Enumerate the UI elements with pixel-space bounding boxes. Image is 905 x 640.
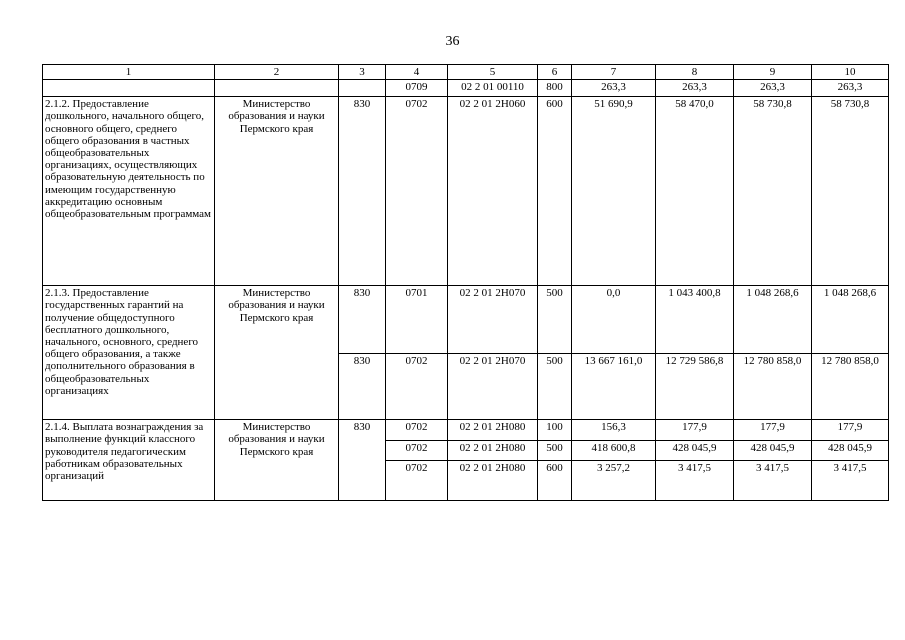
table-cell: 0702 [386, 97, 448, 286]
table-cell: 0702 [386, 354, 448, 420]
table-cell: 02 2 01 2Н080 [448, 461, 538, 501]
table-cell: 0702 [386, 420, 448, 441]
table-cell: 58 730,8 [812, 97, 889, 286]
table-cell: 156,3 [572, 420, 656, 441]
ministry-cell: Министерство образования и науки Пермского края [215, 286, 339, 420]
header-cell: 10 [812, 65, 889, 80]
header-cell: 2 [215, 65, 339, 80]
table-row [43, 97, 889, 286]
table-cell: 800 [538, 80, 572, 97]
table-cell: 02 2 01 2Н070 [448, 354, 538, 420]
table-cell: 3 257,2 [572, 461, 656, 501]
table-cell: 500 [538, 441, 572, 461]
table-cell: 100 [538, 420, 572, 441]
header-cell: 4 [386, 65, 448, 80]
table-cell: 02 2 01 2Н080 [448, 420, 538, 441]
table-cell: 12 780 858,0 [812, 354, 889, 420]
table-cell: 3 417,5 [812, 461, 889, 501]
table-cell [339, 80, 386, 97]
table-cell: 1 043 400,8 [656, 286, 734, 354]
item-description: 2.1.3. Предоставление государственных гарантий на получение общедоступного бесплатного дошкольного, начального, основного, среднего общего образования, а также дополнительного образования в общеобразовательных организациях [43, 286, 215, 420]
table-cell: 0702 [386, 441, 448, 461]
table-cell: 12 780 858,0 [734, 354, 812, 420]
table-cell: 428 045,9 [734, 441, 812, 461]
table-cell: 1 048 268,6 [812, 286, 889, 354]
ministry-cell: Министерство образования и науки Пермского края [215, 420, 339, 501]
table-cell: 58 730,8 [734, 97, 812, 286]
header-cell: 3 [339, 65, 386, 80]
table-cell: 500 [538, 354, 572, 420]
table-cell: 263,3 [734, 80, 812, 97]
table-cell: 0702 [386, 461, 448, 501]
header-cell: 8 [656, 65, 734, 80]
table-cell: 3 417,5 [656, 461, 734, 501]
header-cell: 7 [572, 65, 656, 80]
table-row [43, 420, 889, 441]
table-cell: 02 2 01 2Н080 [448, 441, 538, 461]
table-row [43, 80, 889, 97]
table-cell [43, 80, 215, 97]
table-cell: 263,3 [812, 80, 889, 97]
table-cell: 428 045,9 [656, 441, 734, 461]
table-cell: 02 2 01 2Н060 [448, 97, 538, 286]
table-cell: 428 045,9 [812, 441, 889, 461]
table-header-row [43, 65, 889, 80]
table-cell: 0,0 [572, 286, 656, 354]
header-cell: 6 [538, 65, 572, 80]
table-cell: 263,3 [656, 80, 734, 97]
ministry-cell: Министерство образования и науки Пермского края [215, 97, 339, 286]
page-number: 36 [445, 34, 460, 49]
table-cell: 418 600,8 [572, 441, 656, 461]
budget-table [42, 64, 889, 501]
table-cell: 830 [339, 420, 386, 501]
table-row [43, 286, 889, 354]
header-cell: 5 [448, 65, 538, 80]
table-cell: 02 2 01 2Н070 [448, 286, 538, 354]
table-cell: 58 470,0 [656, 97, 734, 286]
table-cell: 600 [538, 97, 572, 286]
table-cell: 0709 [386, 80, 448, 97]
table-cell: 1 048 268,6 [734, 286, 812, 354]
header-cell: 9 [734, 65, 812, 80]
table-cell: 12 729 586,8 [656, 354, 734, 420]
table-cell: 263,3 [572, 80, 656, 97]
table-cell: 830 [339, 354, 386, 420]
table-cell: 600 [538, 461, 572, 501]
table-cell: 830 [339, 286, 386, 354]
table-cell: 51 690,9 [572, 97, 656, 286]
table-cell [215, 80, 339, 97]
table-cell: 3 417,5 [734, 461, 812, 501]
table-cell: 13 667 161,0 [572, 354, 656, 420]
table-cell: 177,9 [734, 420, 812, 441]
table-cell: 177,9 [656, 420, 734, 441]
table-cell: 177,9 [812, 420, 889, 441]
item-description: 2.1.4. Выплата вознаграждения за выполнение функций классного руководителя педагогическим работникам образовательных организаций [43, 420, 215, 501]
table-cell: 500 [538, 286, 572, 354]
table-cell: 830 [339, 97, 386, 286]
table-cell: 02 2 01 00110 [448, 80, 538, 97]
table-cell: 0701 [386, 286, 448, 354]
header-cell: 1 [43, 65, 215, 80]
item-description: 2.1.2. Предоставление дошкольного, начального общего, основного общего, среднего общего образования в частных общеобразовательных организациях, осуществляющих образовательную деятельность по имеющим государственную аккредитацию основным общеобразовательным программам [43, 97, 215, 286]
